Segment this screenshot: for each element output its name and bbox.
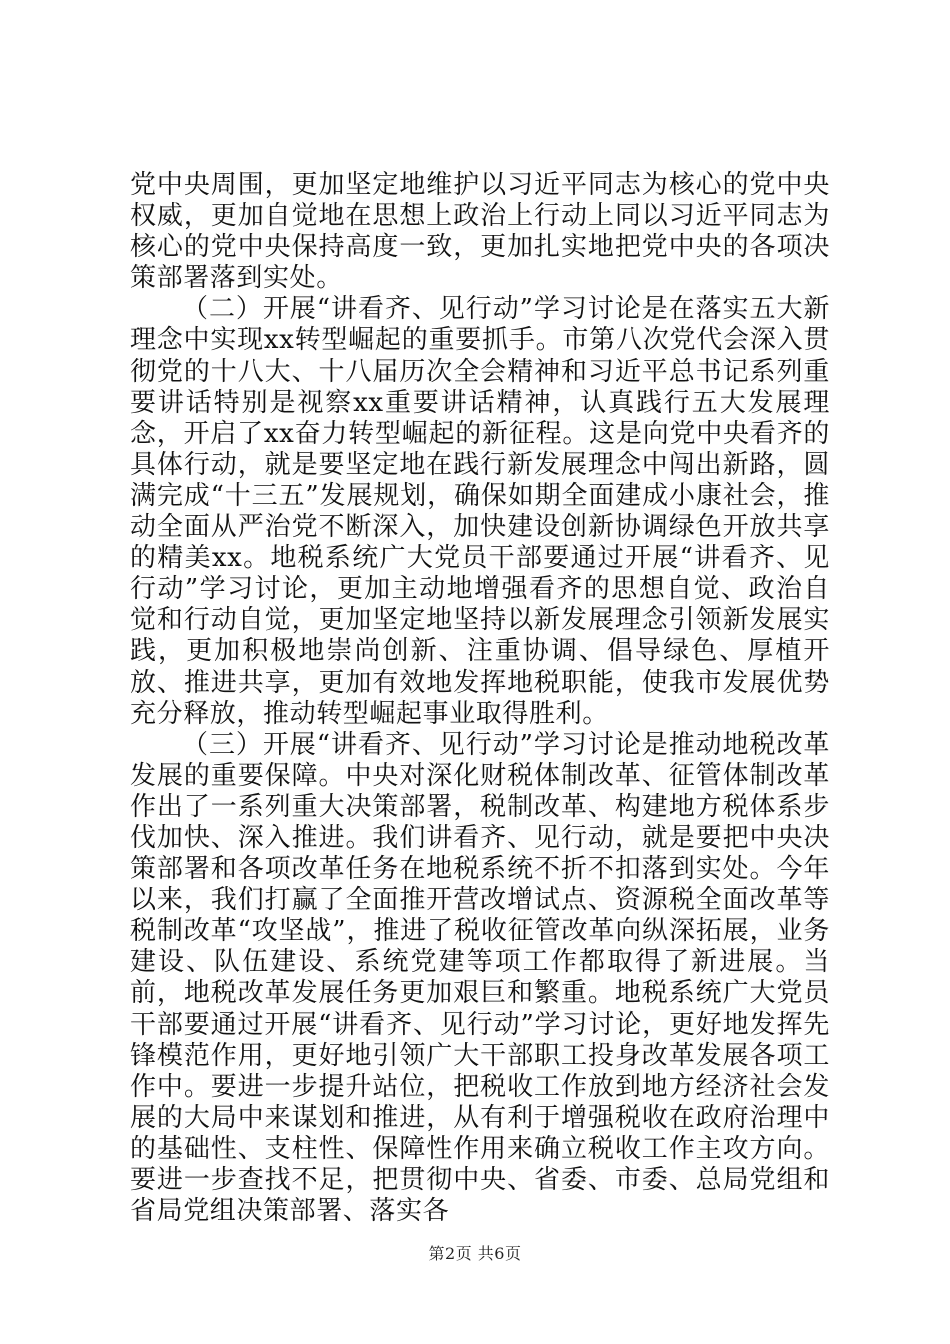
- paragraph-continuation: 党中央周围，更加坚定地维护以习近平同志为核心的党中央权威，更加自觉地在思想上政治上行动上同以习近平同志为核心的党中央保持高度一致，更加扎实地把党中央的各项决策部署落到实处。: [130, 170, 830, 294]
- paragraph-section-two: （二）开展“讲看齐、见行动”学习讨论是在落实五大新理念中实现xx转型崛起的重要抓手。市第八次党代会深入贯彻党的十八大、十八届历次全会精神和习近平总书记系列重要讲话特别是视察xx重要讲话精神，认真践行五大发展理念，开启了xx奋力转型崛起的新征程。这是向党中央看齐的具体行动，就是要坚定地在践行新发展理念中闯出新路，圆满完成“十三五”发展规划，确保如期全面建成小康社会，推动全面从严治党不断深入，加快建设创新协调绿色开放共享的精美xx。地税系统广大党员干部要通过开展“讲看齐、见行动”学习讨论，更加主动地增强看齐的思想自觉、政治自觉和行动自觉，更加坚定地坚持以新发展理念引领新发展实践，更加积极地崇尚创新、注重协调、倡导绿色、厚植开放、推进共享，更加有效地发挥地税职能，使我市发展优势充分释放，推动转型崛起事业取得胜利。: [130, 294, 830, 729]
- document-body: [130, 170, 830, 1227]
- page-number-footer: 第2页 共6页: [428, 1244, 522, 1263]
- paragraph-section-three: （三）开展“讲看齐、见行动”学习讨论是推动地税改革发展的重要保障。中央对深化财税体制改革、征管体制改革作出了一系列重大决策部署，税制改革、构建地方税体系步伐加快、深入推进。我们讲看齐、见行动，就是要把中央决策部署和各项改革任务在地税系统不折不扣落到实处。今年以来，我们打赢了全面推开营改增试点、资源税全面改革等税制改革“攻坚战”，推进了税收征管改革向纵深拓展，业务建设、队伍建设、系统党建等项工作都取得了新进展。当前，地税改革发展任务更加艰巨和繁重。地税系统广大党员干部要通过开展“讲看齐、见行动”学习讨论，更好地发挥先锋模范作用，更好地引领广大干部职工投身改革发展各项工作中。要进一步提升站位，把税收工作放到地方经济社会发展的大局中来谋划和推进，从有利于增强税收在政府治理中的基础性、支柱性、保障性作用来确立税收工作主攻方向。要进一步查找不足，把贯彻中央、省委、市委、总局党组和省局党组决策部署、落实各: [130, 729, 830, 1227]
